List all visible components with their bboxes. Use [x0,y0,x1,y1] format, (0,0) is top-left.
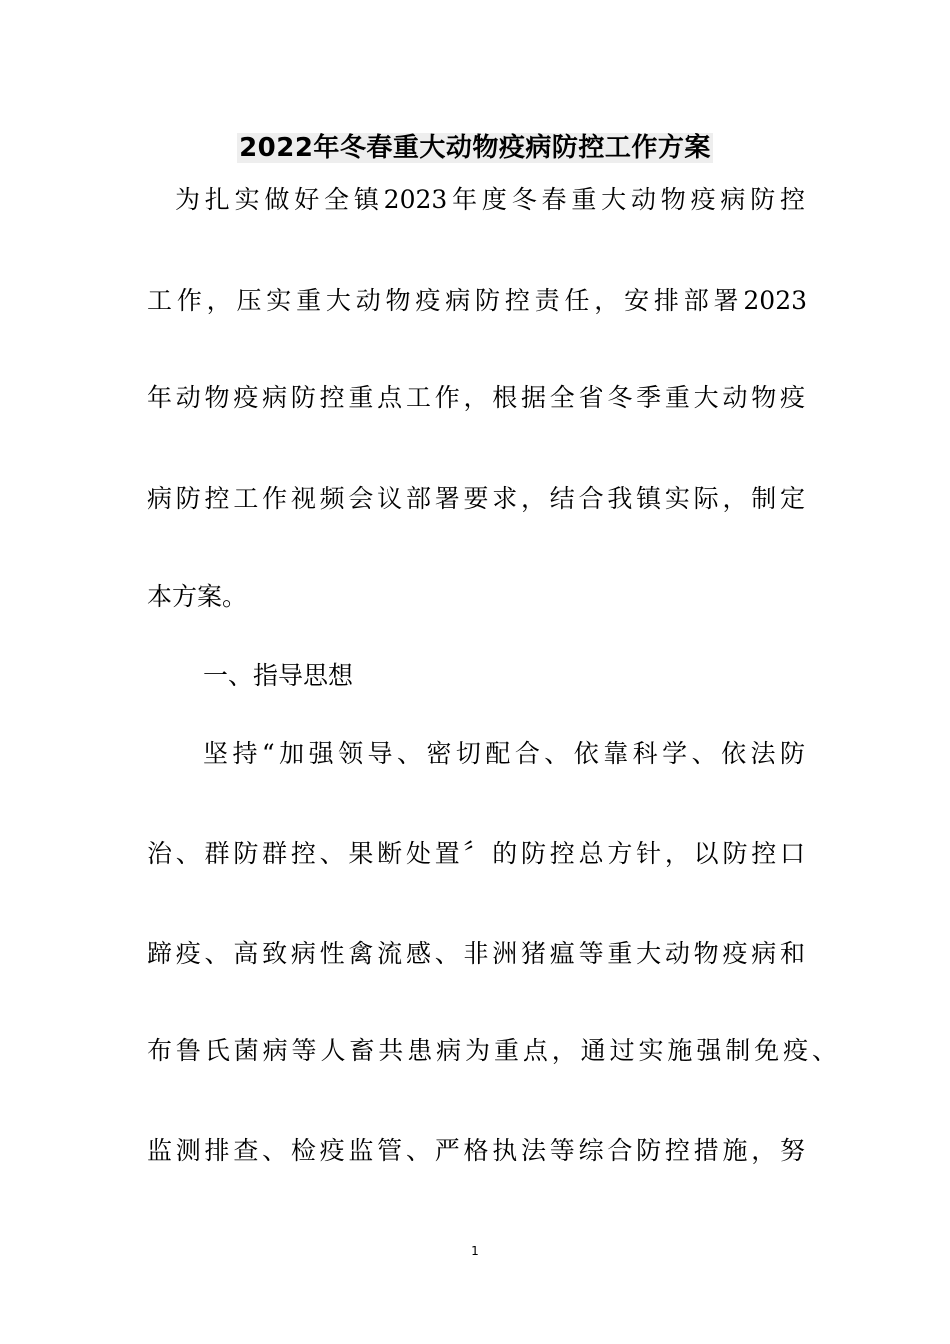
paragraph-line-1: 为扎实做好全镇2023年度冬春重大动物疫病防控 [175,185,805,214]
document-title [0,128,950,168]
paragraph-line-4: 病防控工作视频会议部署要求，结合我镇实际，制定 [147,484,805,513]
paragraph-line-5: 本方案。 [147,582,248,611]
paragraph-line-8: 蹄疫、高致病性禽流感、非洲猪瘟等重大动物疫病和 [147,939,805,968]
paragraph-line-6: 坚持“加强领导、密切配合、依靠科学、依法防 [203,739,805,768]
paragraph-line-2: 工作，压实重大动物疫病防控责任，安排部署2023 [147,286,807,315]
paragraph-line-9: 布鲁氏菌病等人畜共患病为重点，通过实施强制免疫、 [147,1036,837,1065]
page-number: 1 [471,1244,479,1258]
paragraph-line-10: 监测排查、检疫监管、严格执法等综合防控措施，努 [147,1136,805,1165]
paragraph-line-7: 治、群防群控、果断处置〞的防控总方针，以防控口 [147,839,805,868]
section-heading-guiding-thought: 一、指导思想 [203,661,354,690]
document-title-text: 2022年冬春重大动物疫病防控工作方案 [239,133,711,163]
paragraph-line-3: 年动物疫病防控重点工作，根据全省冬季重大动物疫 [147,383,805,412]
